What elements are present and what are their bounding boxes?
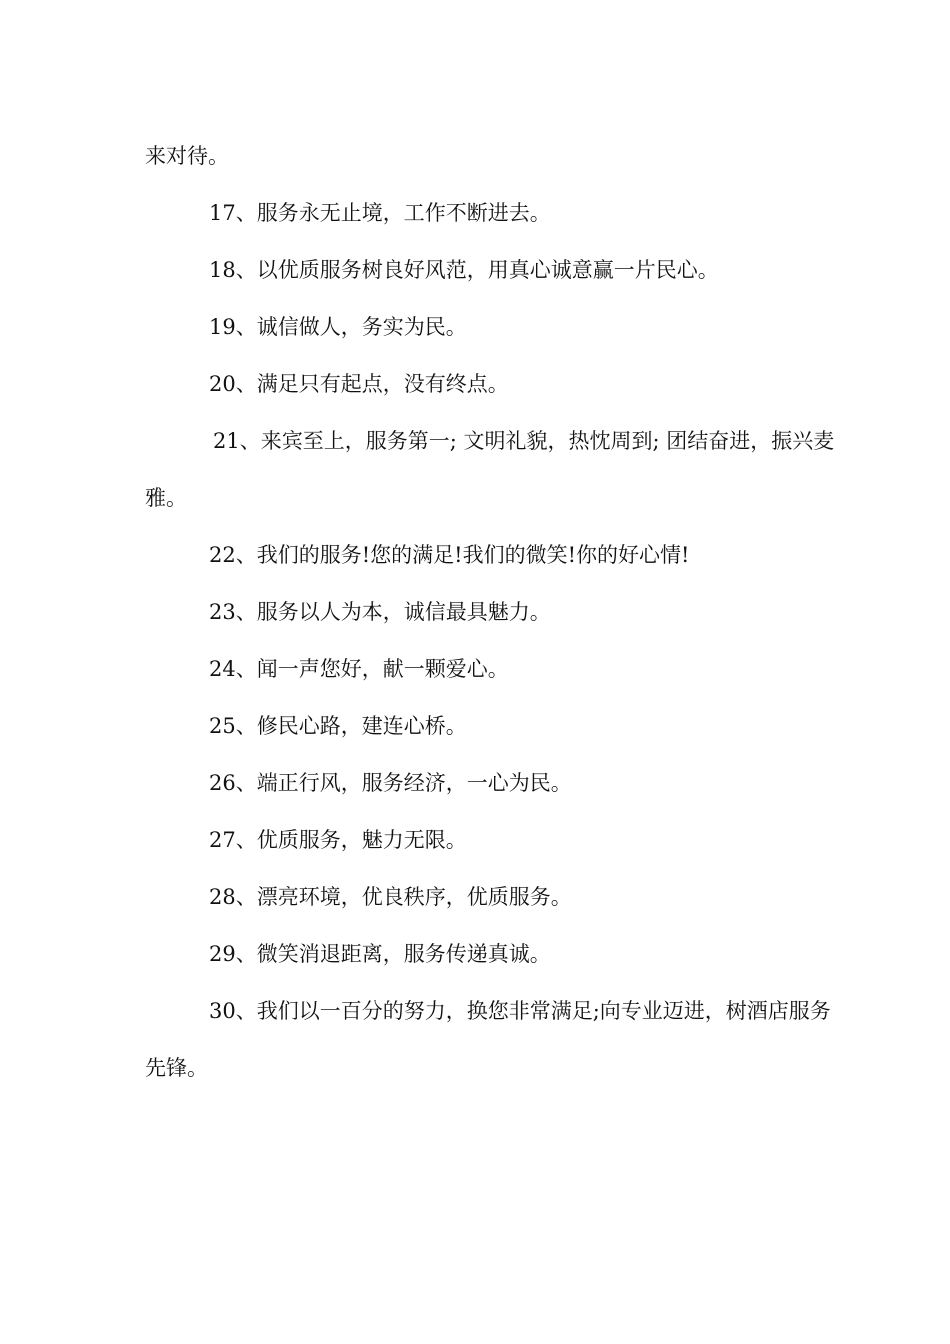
paragraph-continuation: 来对待。 bbox=[145, 144, 229, 168]
slogan-17: 17、服务永无止境，工作不断进去。 bbox=[209, 201, 551, 225]
slogan-23: 23、服务以人为本，诚信最具魅力。 bbox=[209, 600, 551, 624]
slogan-18: 18、以优质服务树良好风范，用真心诚意赢一片民心。 bbox=[209, 258, 719, 282]
slogan-20: 20、满足只有起点，没有终点。 bbox=[209, 372, 509, 396]
slogan-29: 29、微笑消退距离，服务传递真诚。 bbox=[209, 942, 551, 966]
slogan-24: 24、闻一声您好，献一颗爱心。 bbox=[209, 657, 509, 681]
slogan-25: 25、修民心路，建连心桥。 bbox=[209, 714, 467, 738]
slogan-27: 27、优质服务，魅力无限。 bbox=[209, 828, 467, 852]
slogan-22: 22、我们的服务!您的满足!我们的微笑!你的好心情! bbox=[209, 543, 690, 567]
slogan-28: 28、漂亮环境，优良秩序，优质服务。 bbox=[209, 885, 572, 909]
slogan-30: 30、我们以一百分的努力，换您非常满足;向专业迈进，树酒店服务先锋。 bbox=[145, 999, 831, 1080]
slogan-19: 19、诚信做人，务实为民。 bbox=[209, 315, 467, 339]
document-body bbox=[145, 128, 835, 1097]
slogan-21: 21、来宾至上，服务第一; 文明礼貌，热忱周到; 团结奋进，振兴麦雅。 bbox=[145, 429, 835, 510]
slogan-26: 26、端正行风，服务经济，一心为民。 bbox=[209, 771, 572, 795]
